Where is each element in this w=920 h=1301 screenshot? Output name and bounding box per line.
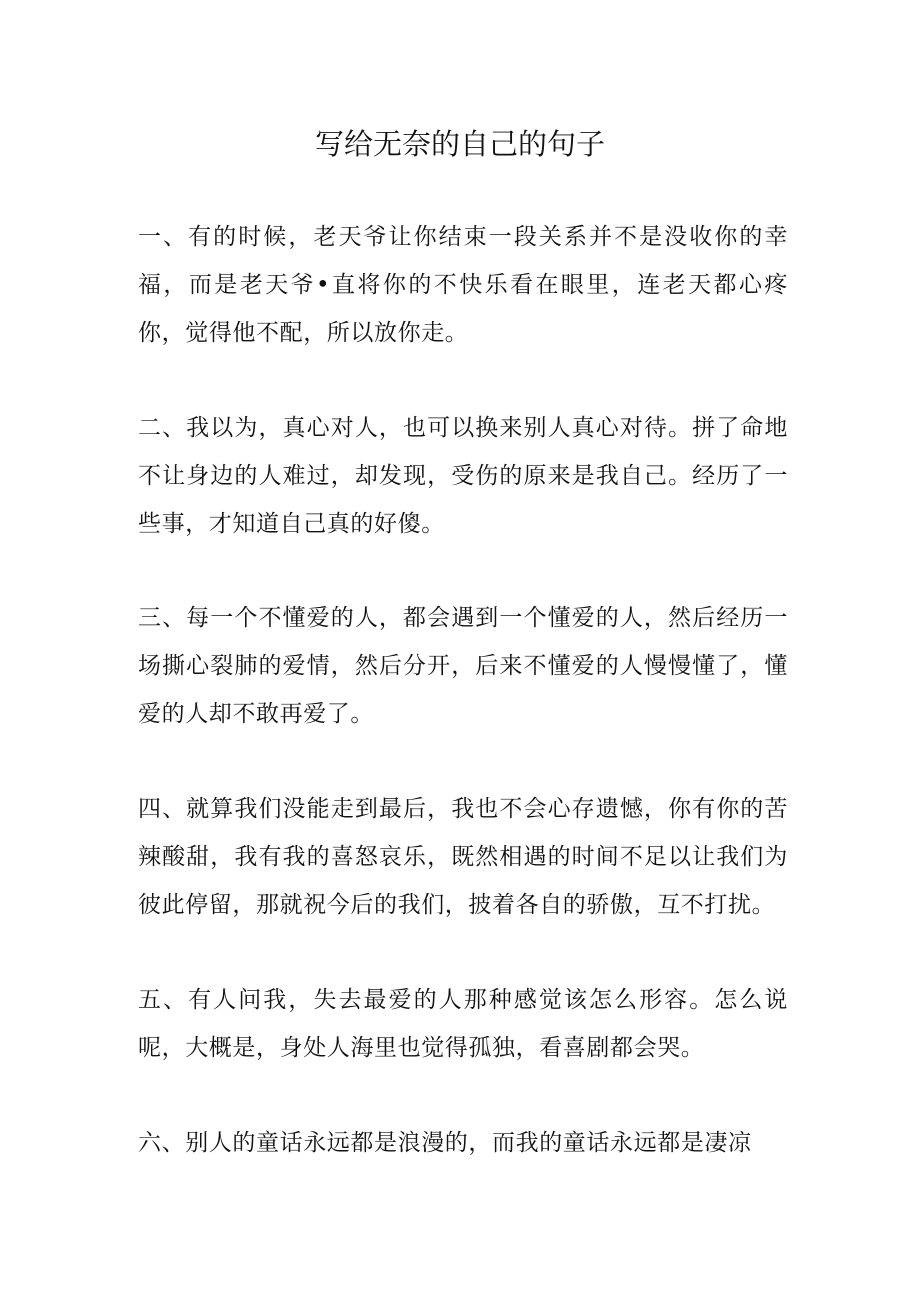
document-title: 写给无奈的自己的句子: [314, 127, 605, 161]
paragraph-2: 二、我以为，真心对人，也可以换来别人真心对待。拼了命地不让身边的人难过，却发现，受伤的原来是我自己。经历了一些事，才知道自己真的好傻。: [138, 415, 788, 537]
paragraph-4: 四、就算我们没能走到最后，我也不会心存遗憾，你有你的苦辣酸甜，我有我的喜怒哀乐，既然相遇的时间不足以让我们为彼此停留，那就祝今后的我们，披着各自的骄傲，互不打扰。: [138, 796, 788, 918]
paragraph-3: 三、每一个不懂爱的人，都会遇到一个懂爱的人，然后经历一场撕心裂肺的爱情，然后分开，后来不懂爱的人慢慢懂了，懂爱的人却不敢再爱了。: [138, 605, 788, 727]
paragraph-1: 一、有的时候，老天爷让你结束一段关系并不是没收你的幸福，而是老天爷•直将你的不快乐看在眼里，连老天都心疼你，觉得他不配，所以放你走。: [138, 224, 788, 346]
paragraph-6: 六、别人的童话永远都是浪漫的，而我的童话永远都是凄凉: [138, 1130, 752, 1156]
paragraph-5: 五、有人问我，失去最爱的人那种感觉该怎么形容。怎么说呢，大概是，身处人海里也觉得孤独，看喜剧都会哭。: [138, 987, 788, 1061]
